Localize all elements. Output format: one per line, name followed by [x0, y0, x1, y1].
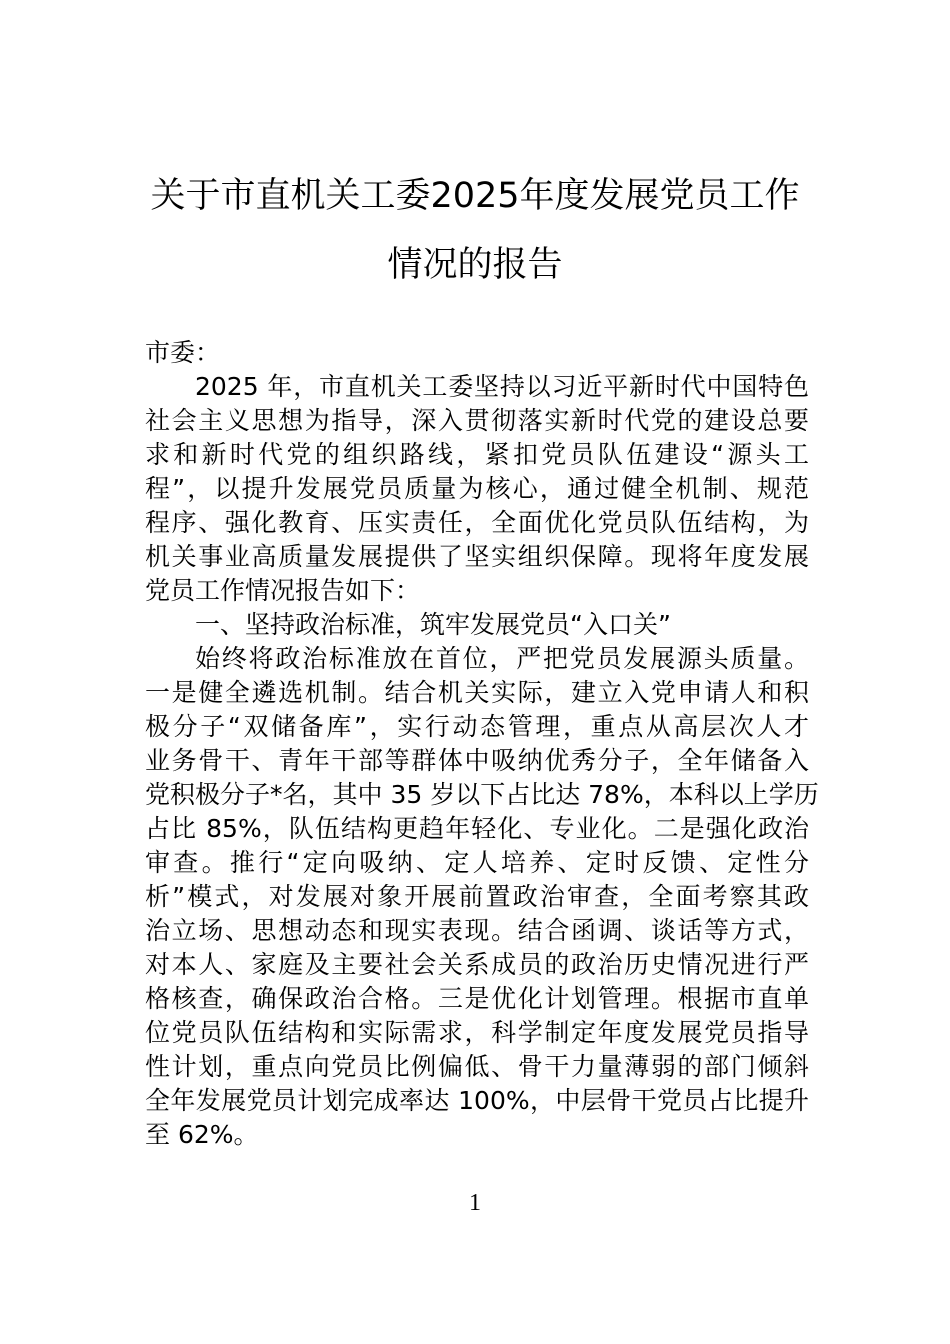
paragraph-1-line: 社会主义思想为指导，深入贯彻落实新时代党的建设总要 — [145, 406, 809, 435]
paragraph-2-line: 党积极分子*名，其中 35 岁以下占比达 78%，本科以上学历 — [145, 780, 819, 809]
paragraph-2-line: 对本人、家庭及主要社会关系成员的政治历史情况进行严 — [145, 950, 809, 979]
paragraph-2-line: 始终将政治标准放在首位，严把党员发展源头质量。 — [195, 644, 809, 673]
document-body — [145, 336, 819, 1152]
paragraph-2-line: 析”模式，对发展对象开展前置政治审查，全面考察其政 — [145, 882, 809, 911]
paragraph-1-line: 求和新时代党的组织路线，紧扣党员队伍建设“源头工 — [145, 440, 809, 469]
paragraph-1-line: 程序、强化教育、压实责任，全面优化党员队伍结构，为 — [145, 508, 809, 537]
salutation: 市委： — [145, 338, 221, 367]
paragraph-2-line: 治立场、思想动态和现实表现。结合函调、谈话等方式， — [145, 916, 809, 945]
paragraph-1-line: 机关事业高质量发展提供了坚实组织保障。现将年度发展 — [145, 542, 809, 571]
section-1-heading: 一、坚持政治标准，筑牢发展党员“入口关” — [195, 610, 671, 639]
document-title-line-1: 关于市直机关工委2025年度发展党员工作 — [150, 176, 800, 216]
paragraph-2-line: 审查。推行“定向吸纳、定人培养、定时反馈、定性分 — [145, 848, 809, 877]
paragraph-1-line: 2025 年，市直机关工委坚持以习近平新时代中国特色 — [195, 372, 809, 401]
paragraph-2-line: 占比 85%，队伍结构更趋年轻化、专业化。二是强化政治 — [145, 814, 809, 843]
paragraph-1-line: 党员工作情况报告如下： — [145, 576, 421, 605]
paragraph-2-line: 格核查，确保政治合格。三是优化计划管理。根据市直单 — [145, 984, 809, 1013]
paragraph-2-line: 一是健全遴选机制。结合机关实际，建立入党申请人和积 — [145, 678, 809, 707]
paragraph-2-line: 位党员队伍结构和实际需求，科学制定年度发展党员指导 — [145, 1018, 809, 1047]
document-title-line-2: 情况的报告 — [387, 245, 563, 285]
paragraph-1-line: 程”，以提升发展党员质量为核心，通过健全机制、规范 — [145, 474, 809, 503]
paragraph-2-line: 性计划，重点向党员比例偏低、骨干力量薄弱的部门倾斜 — [145, 1052, 809, 1081]
page-number: 1 — [469, 1190, 481, 1216]
paragraph-2-line: 极分子“双储备库”，实行动态管理，重点从高层次人才 — [145, 712, 809, 741]
paragraph-2-line: 全年发展党员计划完成率达 100%，中层骨干党员占比提升 — [145, 1086, 809, 1115]
paragraph-2-line: 至 62%。 — [145, 1120, 259, 1149]
paragraph-2-line: 业务骨干、青年干部等群体中吸纳优秀分子，全年储备入 — [145, 746, 809, 775]
